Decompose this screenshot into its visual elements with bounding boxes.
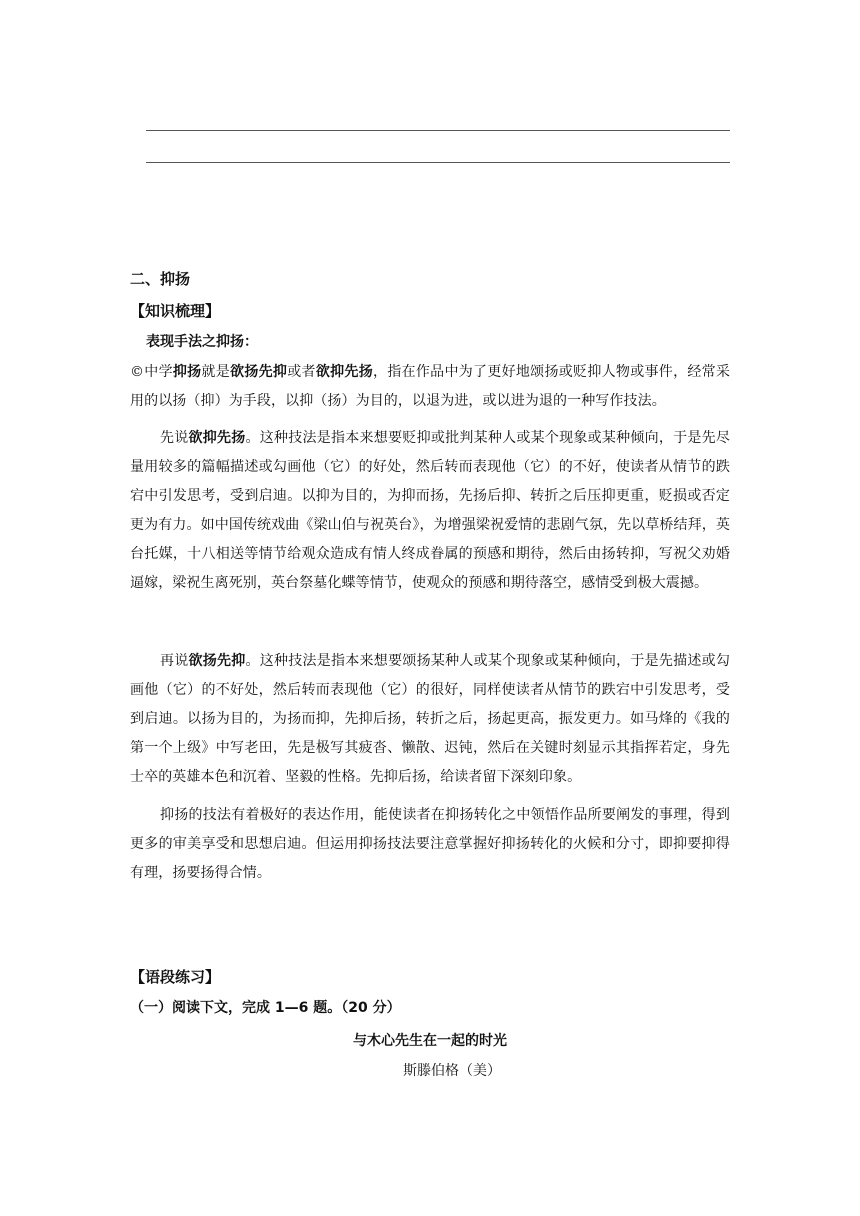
answer-line-2 [146,162,730,163]
article-title: 与木心先生在一起的时光 [353,1033,507,1049]
paragraph-yi-yi-xian-yang [130,424,730,598]
emphasis-term: 欲抑先扬 [188,430,246,446]
answer-line-1 [146,130,730,131]
text-run: ©中学 [130,364,173,380]
emphasis-term: 欲扬先抑 [230,364,288,380]
section-heading: 二、抑扬 [130,270,191,288]
emphasis-term: 欲扬先抑 [188,653,246,669]
article-author: 斯滕伯格（美） [403,1063,501,1079]
text-run: 。这种技法是指本来想要贬抑或批判某种人或某个现象或某种倾向，于是先尽量用较多的篇幅描述或勾画他（它）的好处，然后转而表现他（它）的不好，使读者从情节的跌宕中引发思考，受到启迪。以抑为目的，为抑而扬，先扬后抑、转折之后压抑更重，贬损或否定更为有力。如中国传统戏曲《梁山伯与祝英台》，为增强梁祝爱情的悲剧气氛，先以草桥结拜，英台托媒，十八相送等情节给观众造成有情人终成眷属的预感和期待，然后由扬转抑，写祝父劝婚逼嫁，梁祝生离死别，英台祭墓化蝶等情节，使观众的预感和期待落空，感情受到极大震撼。 [130,430,730,591]
practice-label: 【语段练习】 [130,968,221,986]
knowledge-label: 【知识梳理】 [130,302,221,320]
text-run: 先说 [160,430,189,446]
practice-instruction: （一）阅读下文，完成 1—6 题。（20 分） [130,1000,401,1016]
text-run: 就是 [201,364,231,380]
paragraph-definition [130,358,730,416]
paragraph-summary [130,801,730,888]
emphasis-term: 抑扬 [172,364,202,380]
paragraph-yu-yang-xian-yi [130,647,730,792]
text-run: ，指在作品中为了更好地颂扬或贬抑人物或事件，经常采用的以扬（抑）为手段，以抑（扬）为目的，以退为进，或以进为退的一种写作技法。 [130,364,731,409]
subheading: 表现手法之抑扬： [146,334,258,350]
emphasis-term: 欲抑先扬 [315,364,373,380]
text-run: 或者 [287,364,316,380]
text-run: 。这种技法是指本来想要颂扬某种人或某个现象或某种倾向，于是先描述或勾画他（它）的不好处，然后转而表现他（它）的很好，同样使读者从情节的跌宕中引发思考，受到启迪。以扬为目的，为扬而抑，先抑后扬，转折之后，扬起更高，振发更力。如马烽的《我的第一个上级》中写老田，先是极写其疲沓、懒散、迟钝，然后在关键时刻显示其指挥若定，身先士卒的英雄本色和沉着、坚毅的性格。先抑后扬，给读者留下深刻印象。 [130,653,730,785]
text-run: 再说 [160,653,189,669]
text-run: 抑扬的技法有着极好的表达作用，能使读者在抑扬转化之中领悟作品所要阐发的事理，得到更多的审美享受和思想启迪。但运用抑扬技法要注意掌握好抑扬转化的火候和分寸，即抑要抑得有理，扬要扬得合情。 [130,807,730,881]
